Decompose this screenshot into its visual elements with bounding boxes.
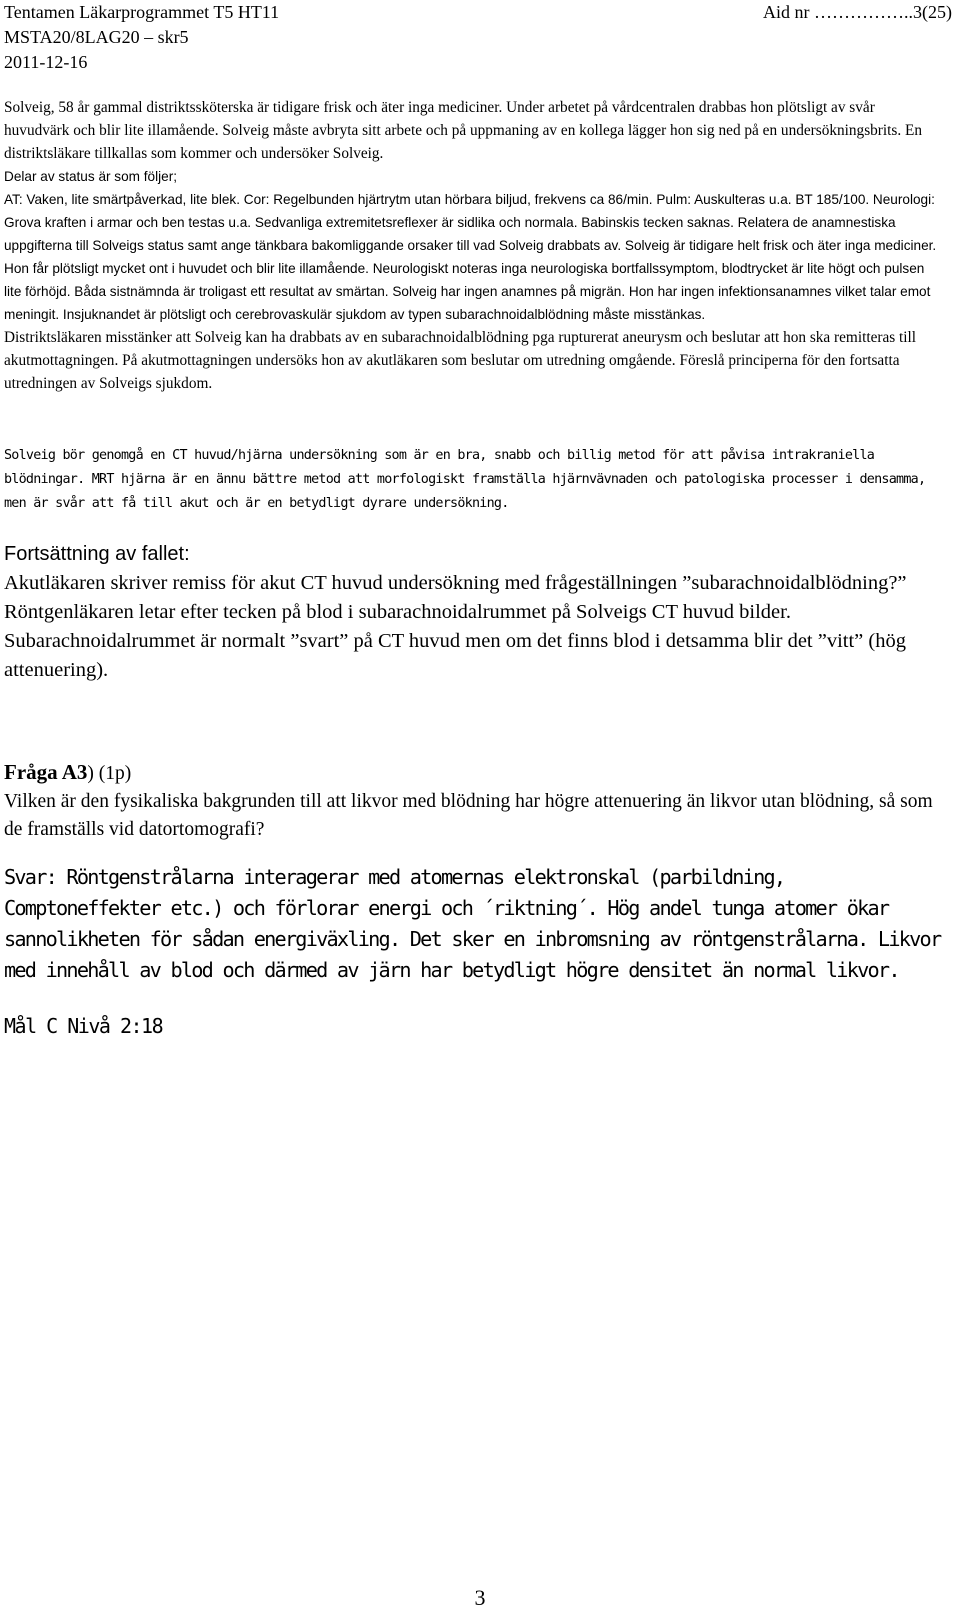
question-heading (4, 758, 944, 788)
case-description (4, 96, 944, 395)
question-text: Vilken är den fysikaliska bakgrunden till att likvor med blödning har högre attenuering än likvor utan blödning, så som de framställs vid datortomografi? (4, 791, 933, 840)
answer-ct-text: Solveig bör genomgå en CT huvud/hjärna undersökning som är en bra, snabb och billig metod för att påvisa intrakraniella blödningar. MRT hjärna är en ännu bättre metod att morfologiskt framställa hjärnvävnaden och patologiska processer i densamma, men är svår att få till akut och är en betydligt dyrare undersökning. (4, 448, 926, 511)
learning-goal: Mål C Nivå 2:18 (4, 1014, 163, 1038)
course-code: MSTA20/8LAG20 – skr5 (4, 27, 189, 47)
status-intro: Delar av status är som följer; (4, 169, 178, 184)
suspicion-text: Distriktsläkaren misstänker att Solveig kan ha drabbats av en subarachnoidalblödning pga rupturerat aneurysm och beslutar att hon ska remitteras till akutmottagningen. På akutmottagningen undersöks hon av akutläkaren som beslutar om utredning omgående. Föreslå principerna för den fortsatta utredningen av Solveigs sjukdom. (4, 329, 917, 392)
page-number: 3 (474, 1585, 486, 1610)
answer-physics (4, 862, 944, 986)
status-details: AT: Vaken, lite smärtpåverkad, lite blek. Cor: Regelbunden hjärtrytm utan hörbara biljud, frekvens ca 86/min. Pulm: Auskulteras u.a. BT 185/100. Neurologi: Grova kraften i armar och ben testas u.a. Sedvanliga extremitetsreflexer är sidlika och normala. Babinskis tecken saknas. Relatera de anamnestiska uppgifterna till Solveigs status samt ange tänkbara bakomliggande orsaker till vad Solveig drabbats av. Solveig är tidigare helt frisk och äter inga mediciner. Hon får plötsligt mycket ont i huvudet och blir lite illamående. Neurologiskt noteras inga neurologiska bortfallssymptom, blodtrycket är lite högt och pulsen lite förhöjd. Båda sistnämnda är troligast ett resultat av smärtan. Solveig har ingen anamnes på migrän. Hon har ingen infektionsanamnes vilket talar emot meningit. Insjuknandet är plötsligt och cerebrovaskulär sjukdom av typen subarachnoidalblödning måste misstänkas. (4, 192, 937, 322)
question-points: ) (1p) (87, 763, 132, 784)
question-label: Fråga A3 (4, 760, 88, 784)
question-a3 (4, 758, 944, 844)
remiss-text: Akutläkaren skriver remiss för akut CT huvud undersökning med frågeställningen ”subarachnoidalblödning?” (4, 572, 907, 594)
header-row-top (4, 0, 954, 25)
radiologist-text: Röntgenläkaren letar efter tecken på blod i subarachnoidalrummet på Solveigs CT huvud bilder. Subarachnoidalrummet är normalt ”svart” på CT huvud men om det finns blod i detsamma blir det ”vitt” (hög attenuering). (4, 601, 906, 681)
case-intro: Solveig, 58 år gammal distriktssköterska är tidigare frisk och äter inga mediciner. Under arbetet på vårdcentralen drabbas hon plötsligt av svår huvudvärk och blir lite illamående. Solveig måste avbryta sitt arbete och på uppmaning av en kollega lägger hon sig ned på en undersökningsbrits. En distriktsläkare tillkallas som kommer och undersöker Solveig. (4, 99, 922, 162)
page-header (4, 0, 954, 75)
continuation-heading: Fortsättning av fallet: (4, 543, 190, 565)
answer-ct (4, 444, 944, 516)
exam-title: Tentamen Läkarprogrammet T5 HT11 (4, 2, 280, 22)
exam-date: 2011-12-16 (4, 52, 88, 72)
aid-number: Aid nr ……………..3(25) (763, 2, 952, 22)
case-continuation (4, 540, 944, 685)
status-text (4, 188, 944, 326)
answer-physics-text: Svar: Röntgenstrålarna interagerar med atomernas elektronskal (parbildning, Comptoneffekter etc.) och förlorar energi och ´riktning´. Hög andel tunga atomer ökar sannolikheten för sådan energiväxling. Det sker en inbromsning av röntgenstrålarna. Likvor med innehåll av blod och därmed av järn har betydligt högre densitet än normal likvor. (4, 865, 941, 982)
